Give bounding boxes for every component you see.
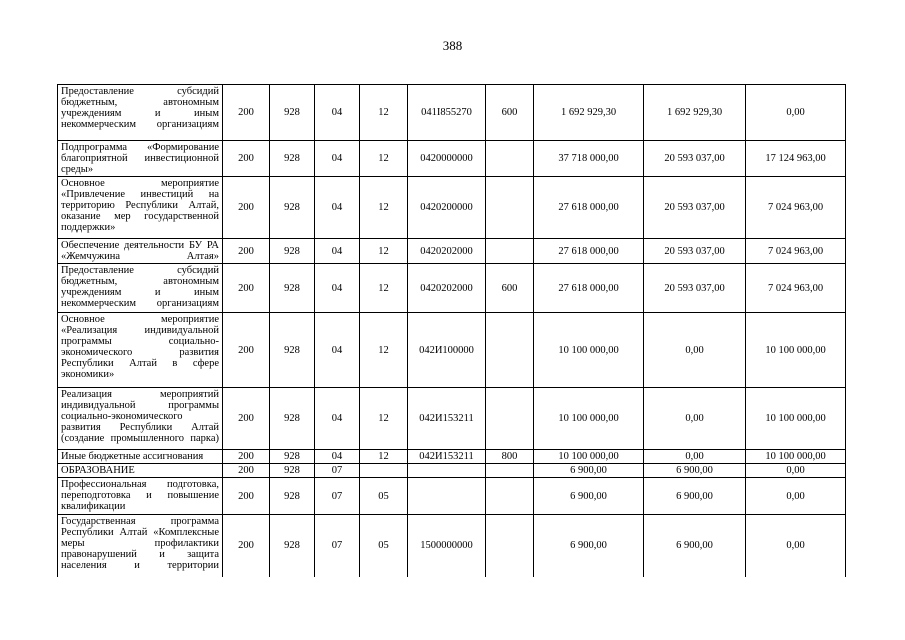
cell-amount: 0,00 — [644, 313, 746, 388]
cell-amount: 6 900,00 — [644, 464, 746, 478]
row-name: Предоставление субсидий бюджетным, автономным учреждениям и иным некоммерческим организациям — [58, 85, 223, 141]
cell-amount: 1 692 929,30 — [644, 85, 746, 141]
cell-code: 042И100000 — [408, 313, 486, 388]
cell-amount: 10 100 000,00 — [534, 313, 644, 388]
cell-code: 200 — [223, 313, 270, 388]
cell-code: 928 — [270, 239, 315, 264]
table-row — [58, 388, 846, 450]
cell-code: 07 — [315, 464, 360, 478]
cell-code: 200 — [223, 515, 270, 577]
cell-code: 928 — [270, 388, 315, 450]
cell-code: 928 — [270, 450, 315, 464]
cell-code — [486, 313, 534, 388]
cell-code: 200 — [223, 141, 270, 177]
table-row — [58, 264, 846, 313]
cell-amount: 17 124 963,00 — [746, 141, 846, 177]
cell-code: 042И153211 — [408, 450, 486, 464]
cell-code — [486, 515, 534, 577]
cell-code: 12 — [360, 264, 408, 313]
cell-code — [486, 177, 534, 239]
cell-code: 04 — [315, 177, 360, 239]
cell-code: 12 — [360, 313, 408, 388]
cell-code: 05 — [360, 515, 408, 577]
cell-code: 0420200000 — [408, 177, 486, 239]
cell-amount: 27 618 000,00 — [534, 177, 644, 239]
cell-code: 07 — [315, 478, 360, 515]
cell-code: 12 — [360, 239, 408, 264]
cell-code: 041I855270 — [408, 85, 486, 141]
cell-amount: 6 900,00 — [534, 464, 644, 478]
cell-code — [408, 464, 486, 478]
cell-code: 12 — [360, 450, 408, 464]
cell-code: 04 — [315, 313, 360, 388]
cell-code: 200 — [223, 464, 270, 478]
table-row — [58, 515, 846, 577]
cell-code: 200 — [223, 388, 270, 450]
cell-code: 12 — [360, 177, 408, 239]
cell-code: 928 — [270, 264, 315, 313]
cell-code: 12 — [360, 141, 408, 177]
row-name: Профессиональная подготовка, переподготовка и повышение квалификации — [58, 478, 223, 515]
row-name: Предоставление субсидий бюджетным, автономным учреждениям и иным некоммерческим организациям — [58, 264, 223, 313]
cell-code: 600 — [486, 264, 534, 313]
cell-amount: 0,00 — [746, 85, 846, 141]
cell-code: 04 — [315, 264, 360, 313]
cell-code: 07 — [315, 515, 360, 577]
cell-amount: 37 718 000,00 — [534, 141, 644, 177]
table-row — [58, 478, 846, 515]
table-row — [58, 85, 846, 141]
cell-code: 04 — [315, 239, 360, 264]
row-name: Основное мероприятие «Привлечение инвестиций на территорию Республики Алтай, оказание мер государственной поддержки» — [58, 177, 223, 239]
cell-amount: 10 100 000,00 — [746, 388, 846, 450]
cell-code: 04 — [315, 388, 360, 450]
cell-amount: 10 100 000,00 — [534, 450, 644, 464]
cell-amount: 0,00 — [746, 464, 846, 478]
cell-code: 12 — [360, 85, 408, 141]
cell-code: 200 — [223, 177, 270, 239]
table-row — [58, 464, 846, 478]
cell-code: 928 — [270, 313, 315, 388]
cell-amount: 0,00 — [746, 515, 846, 577]
row-name: Подпрограмма «Формирование благоприятной инвестиционной среды» — [58, 141, 223, 177]
cell-amount: 6 900,00 — [534, 478, 644, 515]
row-name: Государственная программа Республики Алтай «Комплексные меры профилактики правонарушений и защита населения и территории — [58, 515, 223, 577]
cell-code: 600 — [486, 85, 534, 141]
row-name: ОБРАЗОВАНИЕ — [58, 464, 223, 478]
cell-code: 04 — [315, 85, 360, 141]
cell-code: 928 — [270, 464, 315, 478]
cell-amount: 0,00 — [644, 450, 746, 464]
cell-code: 200 — [223, 239, 270, 264]
cell-amount: 10 100 000,00 — [746, 313, 846, 388]
budget-table — [57, 84, 846, 577]
cell-amount: 27 618 000,00 — [534, 264, 644, 313]
cell-code — [486, 239, 534, 264]
cell-amount: 7 024 963,00 — [746, 239, 846, 264]
cell-code: 042И153211 — [408, 388, 486, 450]
row-name: Основное мероприятие «Реализация индивидуальной программы социально-экономического развития Республики Алтай в сфере экономики» — [58, 313, 223, 388]
table-row — [58, 313, 846, 388]
table-row — [58, 450, 846, 464]
cell-code: 0420202000 — [408, 264, 486, 313]
cell-amount: 0,00 — [746, 478, 846, 515]
cell-amount: 20 593 037,00 — [644, 141, 746, 177]
cell-code: 800 — [486, 450, 534, 464]
cell-amount: 10 100 000,00 — [534, 388, 644, 450]
cell-code — [486, 478, 534, 515]
cell-amount: 10 100 000,00 — [746, 450, 846, 464]
cell-amount: 1 692 929,30 — [534, 85, 644, 141]
row-name: Реализация мероприятий индивидуальной программы социально-экономического развития Республики Алтай (создание промышленного парка) — [58, 388, 223, 450]
cell-code: 928 — [270, 85, 315, 141]
cell-code: 928 — [270, 177, 315, 239]
cell-code — [360, 464, 408, 478]
cell-amount: 20 593 037,00 — [644, 239, 746, 264]
cell-amount: 6 900,00 — [644, 478, 746, 515]
table-row — [58, 141, 846, 177]
table-row — [58, 177, 846, 239]
cell-amount: 20 593 037,00 — [644, 177, 746, 239]
cell-amount: 6 900,00 — [534, 515, 644, 577]
page-number: 388 — [442, 38, 463, 53]
cell-code: 04 — [315, 450, 360, 464]
cell-amount: 20 593 037,00 — [644, 264, 746, 313]
cell-amount: 27 618 000,00 — [534, 239, 644, 264]
cell-code: 0420202000 — [408, 239, 486, 264]
cell-code — [486, 464, 534, 478]
cell-code: 200 — [223, 85, 270, 141]
cell-code: 0420000000 — [408, 141, 486, 177]
cell-amount: 7 024 963,00 — [746, 264, 846, 313]
table-row — [58, 239, 846, 264]
row-name: Иные бюджетные ассигнования — [58, 450, 223, 464]
cell-code: 200 — [223, 478, 270, 515]
cell-code: 1500000000 — [408, 515, 486, 577]
row-name: Обеспечение деятельности БУ РА «Жемчужина Алтая» — [58, 239, 223, 264]
cell-amount: 6 900,00 — [644, 515, 746, 577]
cell-code: 928 — [270, 141, 315, 177]
cell-code: 928 — [270, 478, 315, 515]
cell-code: 200 — [223, 264, 270, 313]
cell-code — [486, 388, 534, 450]
cell-code — [486, 141, 534, 177]
cell-code: 928 — [270, 515, 315, 577]
cell-code: 04 — [315, 141, 360, 177]
cell-code: 200 — [223, 450, 270, 464]
cell-amount: 7 024 963,00 — [746, 177, 846, 239]
cell-code — [408, 478, 486, 515]
cell-code: 12 — [360, 388, 408, 450]
cell-code: 05 — [360, 478, 408, 515]
cell-amount: 0,00 — [644, 388, 746, 450]
